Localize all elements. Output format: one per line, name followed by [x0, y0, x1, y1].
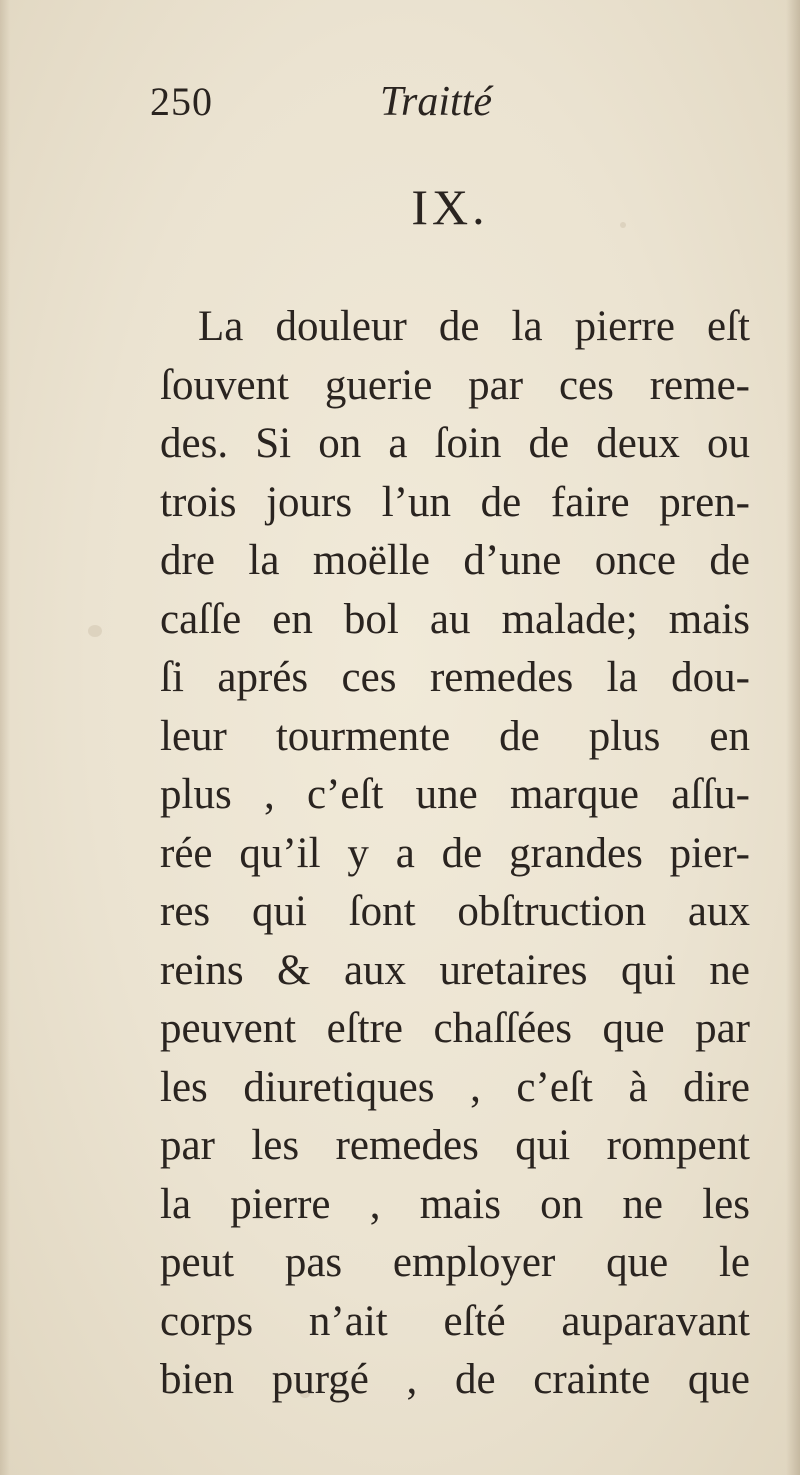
- text-line: des. Si on a ſoin de deux ou: [160, 420, 750, 467]
- text-line: trois jours l’un de faire pren-: [160, 478, 750, 526]
- text-line: la pierre , mais on ne les: [160, 1180, 750, 1228]
- page-number: 250: [150, 79, 213, 124]
- text-line: peuvent eſtre chaſſées que par: [160, 1005, 750, 1052]
- text-line: corps n’ait eſté auparavant: [160, 1297, 750, 1345]
- text-line: rée qu’il y a de grandes pier-: [160, 829, 750, 877]
- text-line: ſouvent guerie par ces reme-: [160, 361, 750, 409]
- body-text: [160, 298, 750, 1410]
- section-heading: IX.: [411, 179, 489, 235]
- text-line: peut pas employer que le: [160, 1239, 750, 1286]
- text-line: res qui ſont obſtruction aux: [160, 888, 750, 935]
- text-line: plus , c’eſt une marque aſſu-: [160, 771, 750, 818]
- text-line: bien purgé , de crainte que: [160, 1356, 750, 1403]
- text-line: La douleur de la pierre eſt: [198, 303, 750, 350]
- text-line: reins & aux uretaires qui ne: [160, 946, 750, 994]
- text-line: ſi aprés ces remedes la dou-: [160, 654, 750, 701]
- text-line: dre la moëlle d’une once de: [160, 537, 750, 584]
- text-line: caſſe en bol au malade; mais: [160, 595, 750, 643]
- page-header: [150, 78, 570, 128]
- running-title: Traitté: [380, 79, 493, 125]
- paper-stain: [88, 625, 102, 637]
- text-line: par les remedes qui rompent: [160, 1122, 750, 1169]
- text-line: les diuretiques , c’eſt à dire: [160, 1063, 750, 1111]
- text-line: leur tourmente de plus en: [160, 712, 750, 760]
